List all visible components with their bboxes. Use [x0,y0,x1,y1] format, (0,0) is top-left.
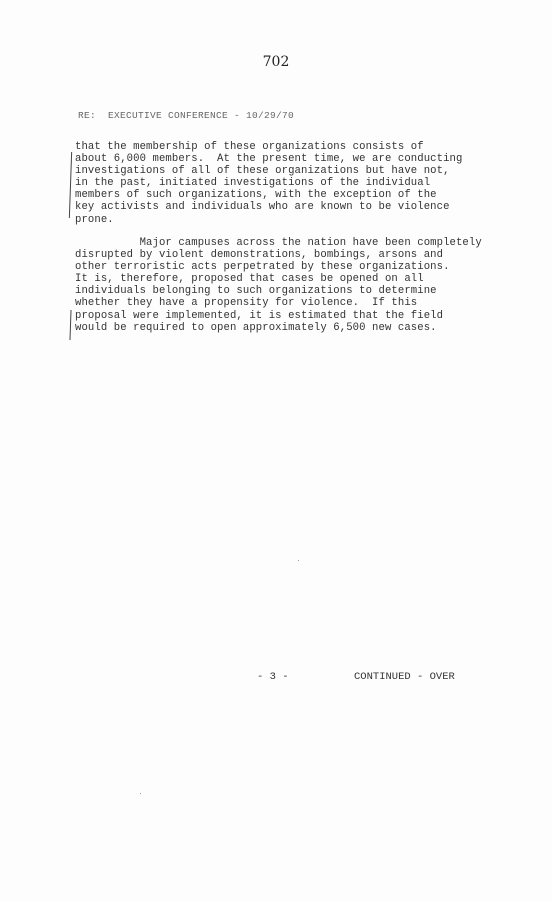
margin-mark-2 [69,310,71,340]
paragraph-line: that the membership of these organizations consists of [75,141,424,153]
footer-continued-label: CONTINUED - OVER [354,671,455,683]
paragraph-line: individuals belonging to such organizations to determine [75,285,437,298]
margin-mark-1 [69,152,72,218]
footer-page-label: - 3 - [257,671,289,683]
scan-speck [140,793,141,794]
paragraph-line: in the past, initiated investigations of the individual [75,177,431,190]
paragraph-line: proposal were implemented, it is estimated that the field [75,309,444,322]
paragraph-line: whether they have a propensity for violence. If this [75,297,418,310]
header-line-subject: RE: EXECUTIVE CONFERENCE - 10/29/70 [78,110,295,121]
paragraph-line: about 6,000 members. At the present time, we are conducting [75,153,463,166]
paragraph-line: key activists and individuals who are known to be violence [75,201,450,214]
paragraph-line: investigations of all of these organizations but have not, [75,165,450,178]
paragraph-line: disrupted by violent demonstrations, bombings, arsons and [75,249,444,262]
paragraph-2 [75,237,525,334]
paragraph-line: other terroristic acts perpetrated by these organizations. [75,261,450,274]
scan-speck [298,560,299,561]
paragraph-line: members of such organizations, with the exception of the [75,189,437,202]
page-number: 702 [262,54,290,70]
paragraph-line: It is, therefore, proposed that cases be opened on all [75,273,424,286]
paragraph-line: prone. [75,213,114,226]
paragraph-line: Major campuses across the nation have been completely [75,237,482,249]
paragraph-1 [75,141,525,226]
paragraph-line: would be required to open approximately 6,500 new cases. [75,321,437,334]
